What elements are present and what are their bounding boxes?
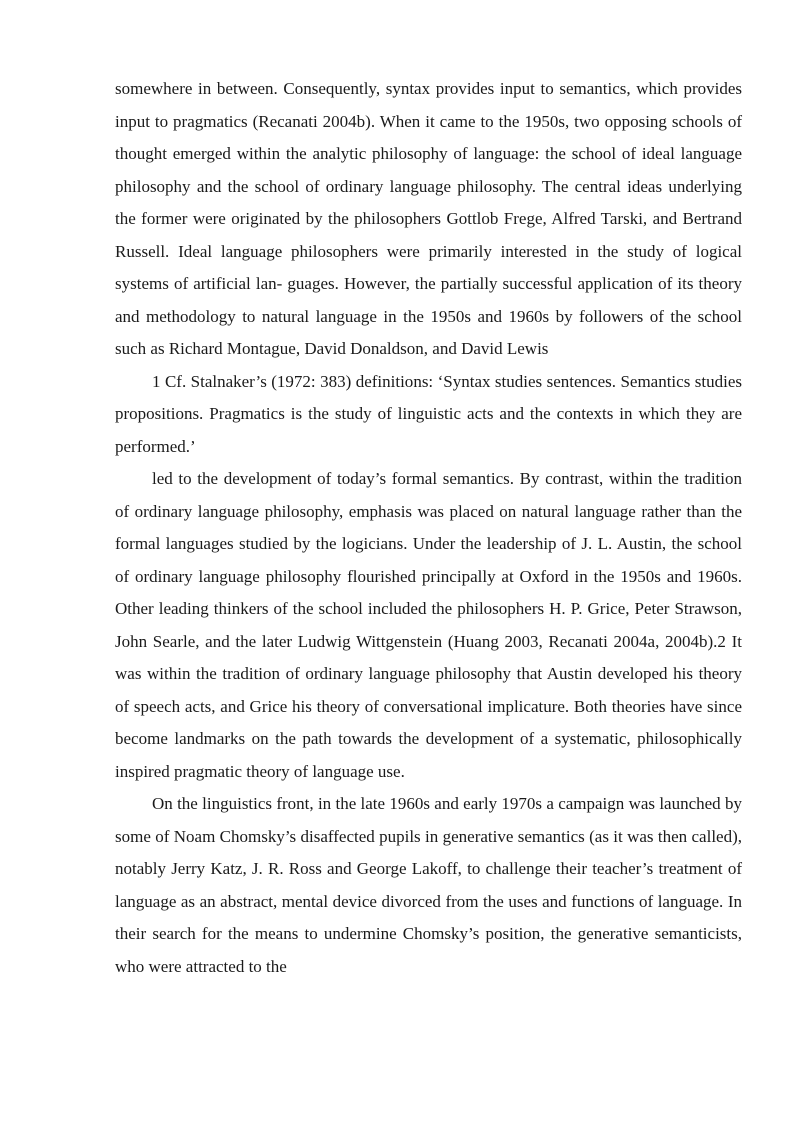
document-page <box>115 73 742 983</box>
footnote-1: 1 Cf. Stalnaker’s (1972: 383) definitions: ‘Syntax studies sentences. Semantics studies propositions. Pragmatics is the study of linguistic acts and the contexts in which they are performed.’ <box>115 371 742 456</box>
paragraph-linguistics-front: On the linguistics front, in the late 1960s and early 1970s a campaign was launched by some of Noam Chomsky’s disaffected pupils in generative semantics (as it was then called), notably Jerry Katz, J. R. Ross and George Lakoff, to challenge their teacher’s treatment of language as an abstract, mental device divorced from the uses and functions of language. In their search for the means to undermine Chomsky’s position, the generative semanticists, who were attracted to the <box>115 794 742 976</box>
paragraph-formal-semantics: led to the development of today’s formal semantics. By contrast, within the tradition of ordinary language philosophy, emphasis was placed on natural language rather than the formal languages studied by the logicians. Under the leadership of J. L. Austin, the school of ordinary language philosophy flourished principally at Oxford in the 1950s and 1960s. Other leading thinkers of the school included the philosophers H. P. Grice, Peter Strawson, John Searle, and the later Ludwig Wittgenstein (Huang 2003, Recanati 2004a, 2004b).2 It was within the tradition of ordinary language philosophy that Austin developed his theory of speech acts, and Grice his theory of conversational implicature. Both theories have since become landmarks on the path towards the development of a systematic, philosophically inspired pragmatic theory of language use. <box>115 469 742 781</box>
paragraph-continuation: somewhere in between. Consequently, syntax provides input to semantics, which provides input to pragmatics (Recanati 2004b). When it came to the 1950s, two opposing schools of thought emerged within the analytic philosophy of language: the school of ideal language philosophy and the school of ordinary language philosophy. The central ideas underlying the former were originated by the philosophers Gottlob Frege, Alfred Tarski, and Bertrand Russell. Ideal language philosophers were primarily interested in the study of logical systems of artificial lan- guages. However, the partially successful application of its theory and methodology to natural language in the 1950s and 1960s by followers of the school such as Richard Montague, David Donaldson, and David Lewis <box>115 79 742 358</box>
